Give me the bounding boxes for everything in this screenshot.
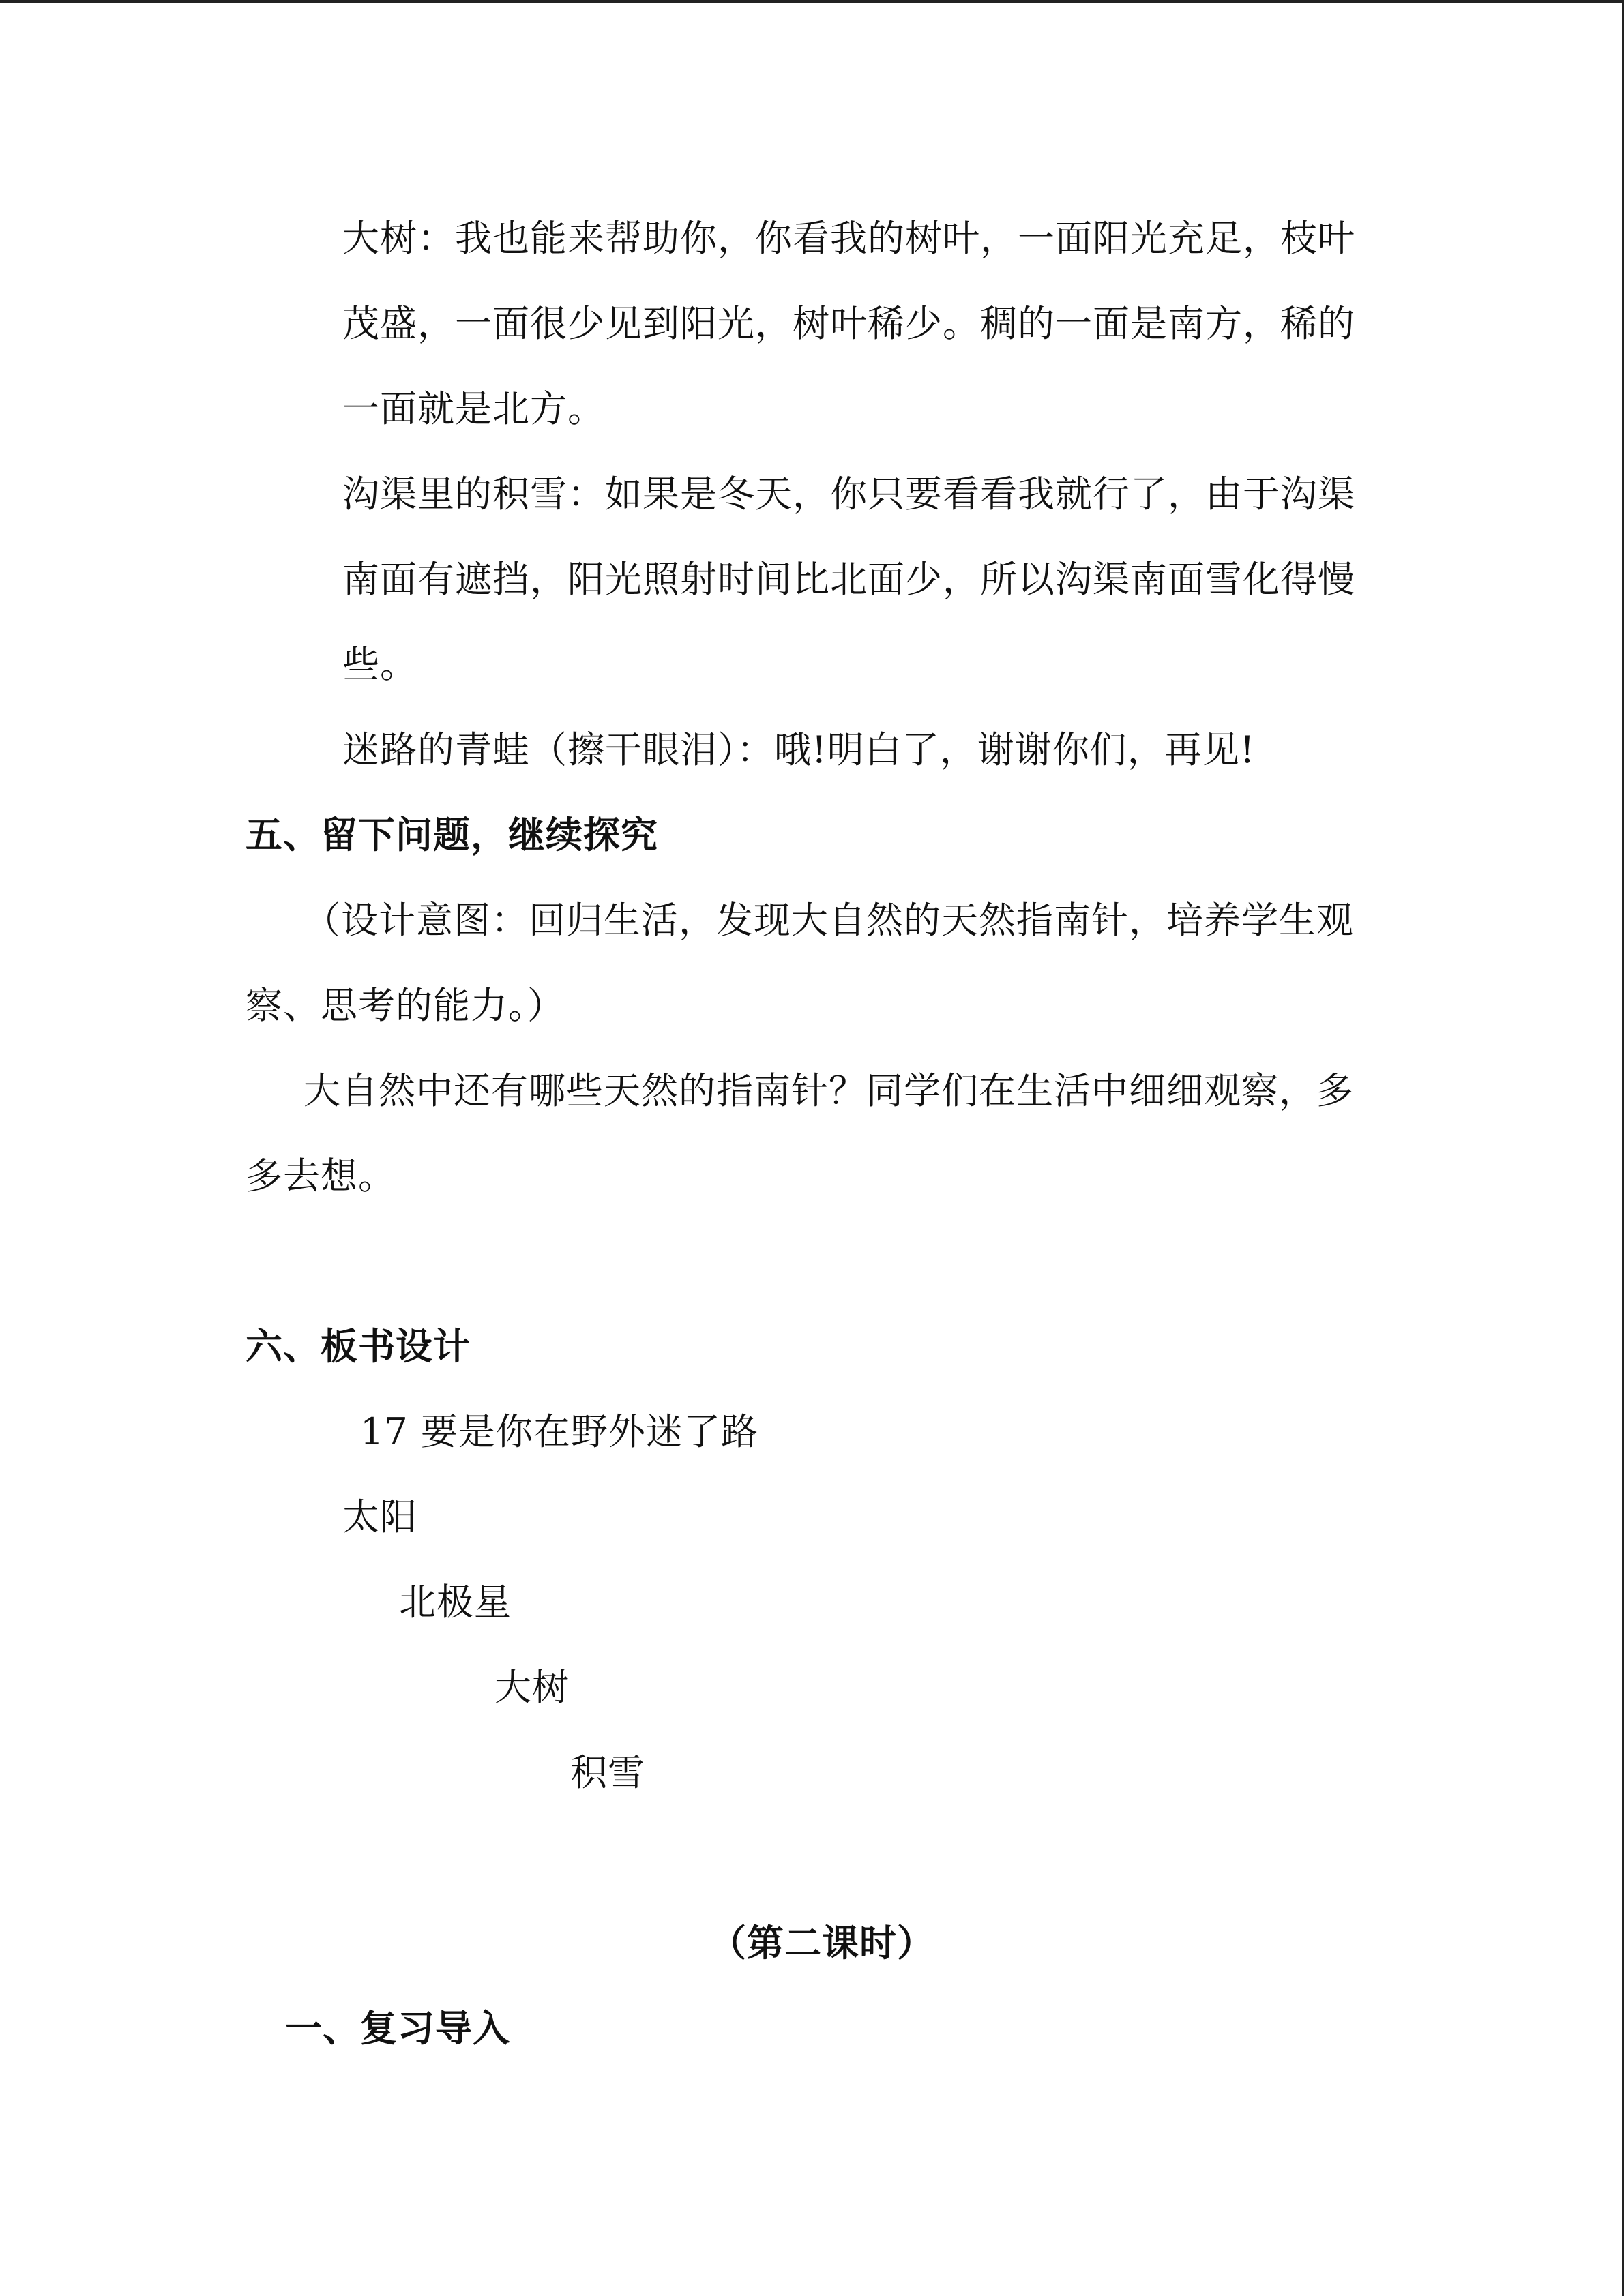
board-title: 17 要是你在野外迷了路 — [360, 1410, 758, 1453]
section5-body-line-2: 多去想。 — [246, 1154, 396, 1197]
section5-body-line-1: 大自然中还有哪些天然的指南针？同学们在生活中细细观察，多 — [304, 1069, 1354, 1112]
snow-dialogue-line-1: 沟渠里的积雪：如果是冬天，你只要看看我就行了，由于沟渠 — [342, 473, 1355, 516]
board-item-polaris: 北极星 — [399, 1581, 512, 1624]
tree-dialogue-line-3: 一面就是北方。 — [342, 387, 605, 430]
section5-intent-line-2: 察、思考的能力。） — [246, 984, 565, 1027]
tree-dialogue-line-1: 大树：我也能来帮助你，你看我的树叶，一面阳光充足，枝叶 — [342, 217, 1355, 260]
board-item-snow: 积雪 — [570, 1751, 645, 1794]
section5-heading: 五、留下问题，继续探究 — [246, 814, 658, 856]
board-item-sun: 太阳 — [342, 1495, 417, 1538]
page-border-top — [0, 0, 1624, 3]
board-item-tree: 大树 — [494, 1666, 570, 1709]
lesson2-section1-heading: 一、复习导入 — [285, 2007, 510, 2050]
section5-intent-line-1: （设计意图：回归生活，发现大自然的天然指南针，培养学生观 — [304, 899, 1354, 942]
snow-dialogue-line-2: 南面有遮挡，阳光照射时间比北面少，所以沟渠南面雪化得慢 — [342, 558, 1355, 601]
frog-dialogue-line: 迷路的青蛙（擦干眼泪）：哦!明白了，谢谢你们，再见! — [342, 728, 1256, 771]
snow-dialogue-line-3: 些。 — [342, 643, 417, 686]
tree-dialogue-line-2: 茂盛，一面很少见到阳光，树叶稀少。稠的一面是南方，稀的 — [342, 302, 1355, 345]
section6-heading: 六、板书设计 — [246, 1325, 471, 1368]
lesson2-title: （第二课时） — [709, 1922, 934, 1965]
